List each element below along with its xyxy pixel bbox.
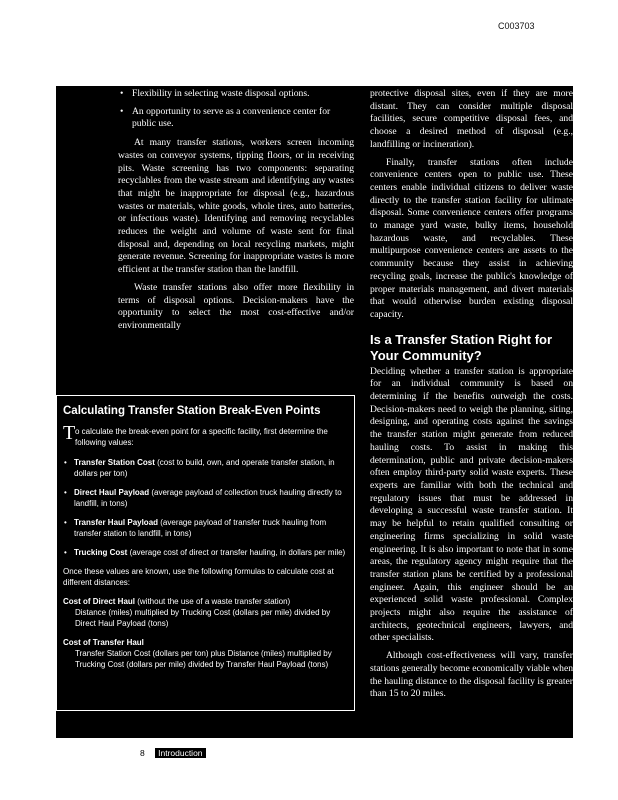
- paragraph: protective disposal sites, even if they are more distant. They can consider multiple disposal facilities, secure competitive disposal fees, and choose a desired method of disposal (e.g., landfilling or incineration).: [370, 88, 573, 150]
- variables-list: [63, 457, 348, 558]
- formula-direct-haul: [63, 596, 348, 629]
- document-code: C003703: [498, 21, 535, 31]
- sidebar-intro: [63, 422, 348, 448]
- formula-suffix: (without the use of a waste transfer station): [135, 597, 291, 606]
- list-item: [63, 517, 348, 539]
- intro-text: o calculate the break-even point for a specific facility, first determine the following values:: [75, 427, 328, 447]
- break-even-sidebar: [56, 395, 355, 711]
- term: Transfer Haul Payload: [74, 518, 159, 527]
- sidebar-title: Calculating Transfer Station Break-Even Points: [63, 405, 321, 417]
- list-item: [63, 547, 348, 558]
- page-footer: [140, 748, 206, 758]
- term-desc: (average cost of direct or transfer hauling, in dollars per mile): [127, 548, 346, 557]
- page-number: 8: [140, 748, 145, 758]
- term: Direct Haul Payload: [74, 488, 150, 497]
- formula-title: Cost of Transfer Haul: [63, 638, 144, 647]
- page-content: [56, 86, 573, 738]
- formula-title: Cost of Direct Haul: [63, 597, 136, 606]
- term: Trucking Cost: [74, 548, 128, 557]
- section-heading: Is a Transfer Station Right for Your Community?: [370, 331, 553, 363]
- formula-body: Transfer Station Cost (dollars per ton) plus Distance (miles) multiplied by Trucking Cost (dollars per mile) divided by Transfer Haul Payload (tons): [75, 649, 332, 669]
- section-label: Introduction: [155, 748, 205, 758]
- list-item: [63, 487, 348, 509]
- paragraph: Although cost-effectiveness will vary, transfer stations generally become economically viable when the hauling distance to the disposal facility is greater than 15 to 20 miles.: [370, 650, 573, 700]
- formula-body: Distance (miles) multiplied by Trucking Cost (dollars per mile) divided by Direct Haul Payload (tons): [75, 608, 331, 628]
- term-desc: (average payload of collection truck hauling directly to landfill, in tons): [74, 488, 342, 508]
- left-column: [118, 88, 354, 338]
- formulas-intro: Once these values are known, use the following formulas to calculate cost at different distances:: [63, 567, 334, 587]
- list-item: [63, 457, 348, 479]
- paragraph: Waste transfer stations also offer more flexibility in terms of disposal options. Decision-makers have the opportunity to select the most cost-effective and/or environmentally: [118, 281, 354, 331]
- list-item: • Flexibility in selecting waste disposal options.: [118, 88, 354, 101]
- benefits-list: [118, 88, 354, 131]
- paragraph: Deciding whether a transfer station is appropriate for an individual community is based on determining if the benefits outweigh the costs. Decision-makers need to weigh the planning, siting, designing, and operating costs against the savings the transfer station might generate from reduced hauling costs. To assist in making this determination, public and private decision-makers often employ third-party solid waste experts. These experts are familiar with both the technical and regulatory issues that must be addressed in developing a successful waste transfer station. It may be helpful to retain qualified consulting or engineering firms specializing in solid waste engineering. It is also important to note that in some areas, the regulatory agency might require that the transfer station plans be certified by a professional engineer. Again, this engineer should be an experienced solid waste professional. Complex projects might also require the assistance of architects, geotechnical engineers, lawyers, and other specialists.: [370, 365, 573, 644]
- term: Transfer Station Cost: [74, 458, 155, 467]
- term-desc: (cost to build, own, and operate transfer station, in dollars per ton): [74, 458, 335, 478]
- formula-transfer-haul: [63, 637, 348, 670]
- term-desc: (average payload of transfer truck hauling from transfer station to landfill, in tons): [74, 518, 327, 538]
- paragraph: Finally, transfer stations often include convenience centers open to public use. These centers enable individual citizens to deliver waste directly to the transfer station facility for ultimate disposal. Some convenience centers offer programs to manage yard waste, bulky items, household hazardous waste, and recyclables. These multipurpose convenience centers are assets to the community because they assist in achieving recycling goals, increase the public's knowledge of proper materials management, and divert materials that would otherwise burden existing disposal capacity.: [370, 156, 573, 320]
- right-column: [370, 88, 573, 706]
- list-item: • An opportunity to serve as a convenience center for public use.: [118, 106, 354, 131]
- drop-cap: T: [63, 422, 76, 444]
- paragraph: At many transfer stations, workers screen incoming wastes on conveyor systems, tipping floors, or in receiving pits. Waste screening has two components: separating recyclables from the waste stream and identifying any wastes that might be inappropriate for disposal (e.g., hazardous wastes or materials, white goods, whole tires, auto batteries, or infectious waste). Identifying and removing recyclables reduces the weight and volume of waste sent for final disposal and, depending on local recycling markets, might generate revenue. Screening for inappropriate wastes is more efficient at the transfer station than the landfill.: [118, 137, 354, 276]
